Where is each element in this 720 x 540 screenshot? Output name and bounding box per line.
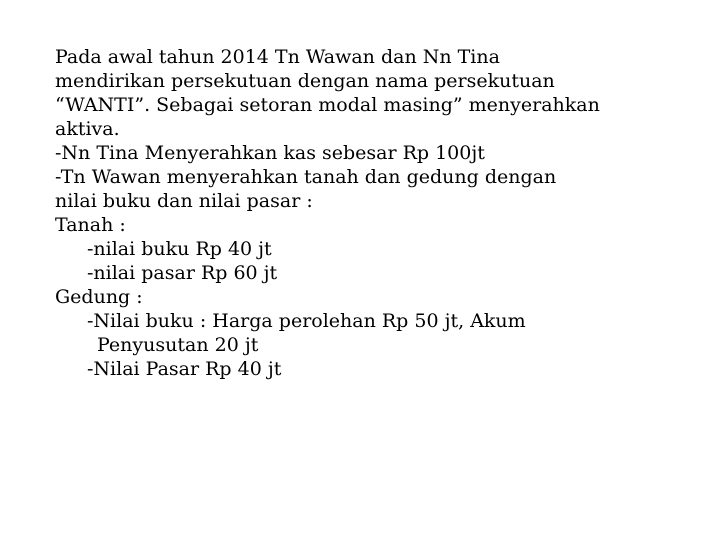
text-line: “WANTI”. Sebagai setoran modal masing” menyerahkan — [55, 94, 600, 116]
text-line: mendirikan persekutuan dengan nama persekutuan — [55, 70, 555, 92]
list-item: -nilai buku Rp 40 jt — [87, 238, 272, 260]
text-line: aktiva. — [55, 118, 120, 140]
document-body — [55, 45, 675, 381]
list-item: -Nn Tina Menyerahkan kas sebesar Rp 100jt — [55, 142, 485, 164]
text-line: Pada awal tahun 2014 Tn Wawan dan Nn Tina — [55, 46, 500, 68]
list-item: -Nilai Pasar Rp 40 jt — [87, 358, 282, 380]
list-item: -Tn Wawan menyerahkan tanah dan gedung dengan — [55, 166, 557, 188]
list-item: -Nilai buku : Harga perolehan Rp 50 jt, Akum — [87, 310, 526, 332]
list-item: -nilai pasar Rp 60 jt — [87, 262, 278, 284]
section-heading-gedung: Gedung : — [55, 286, 143, 308]
section-heading-tanah: Tanah : — [55, 214, 126, 236]
list-item-continuation: Penyusutan 20 jt — [97, 334, 259, 356]
text-line: nilai buku dan nilai pasar : — [55, 190, 313, 212]
